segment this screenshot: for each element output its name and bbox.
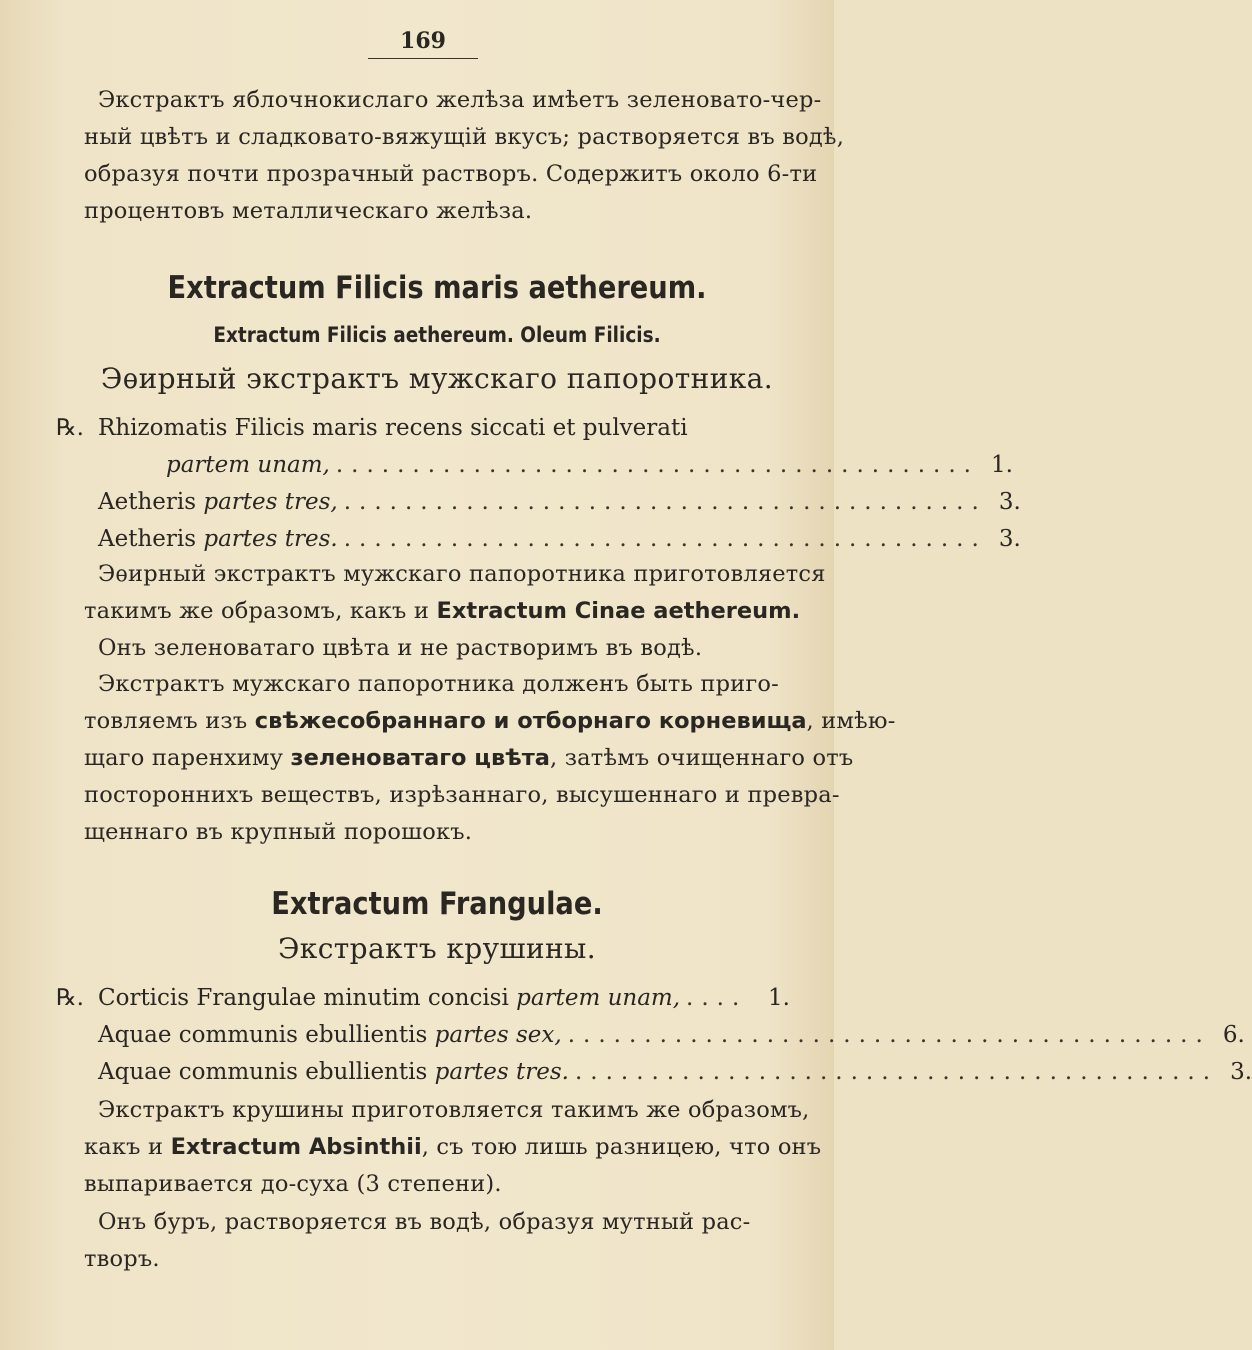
text-line bbox=[84, 1129, 822, 1166]
filicis-paragraph-3 bbox=[84, 666, 896, 851]
recipe-line: ℞. Corticis Frangulae minutim concisi partem unam, .... 1. bbox=[56, 980, 790, 1017]
recipe-line bbox=[56, 410, 790, 447]
ingredient-name: Rhizomatis Filicis maris recens siccati et pulverati bbox=[98, 415, 688, 441]
intro-line: процентовъ металлическаго желѣза. bbox=[84, 198, 533, 224]
intro-line: Экстрактъ яблочнокислаго желѣза имѣетъ зеленовато-чер- bbox=[98, 87, 822, 113]
page-number: 169 bbox=[368, 28, 478, 59]
text-span: товляемъ изъ bbox=[84, 708, 255, 734]
frangulae-paragraph-1 bbox=[84, 1092, 822, 1203]
recipe-line: partem unam, .......................................... 1. bbox=[56, 447, 790, 484]
ingredient-name: Aquae communis ebullientis bbox=[98, 1059, 428, 1085]
frangulae-paragraph-2 bbox=[84, 1204, 790, 1278]
reference-extractum-absinthii: Extractum Absinthii bbox=[170, 1134, 422, 1160]
ingredient-dose: partes tres. bbox=[203, 526, 338, 552]
frangulae-recipe bbox=[56, 980, 1252, 1091]
text-line: Онъ зеленоватаго цвѣта и не растворимъ въ водѣ. bbox=[98, 635, 703, 661]
ingredient-amount: 6. bbox=[1222, 1022, 1245, 1048]
recipe-line: Aetheris partes tres, .......................................... 3. bbox=[56, 484, 790, 521]
text-line: Онъ буръ, растворяется въ водѣ, образуя мутный рас- bbox=[98, 1209, 751, 1235]
ingredient-dose: partem unam, bbox=[166, 452, 330, 478]
text-line: Экстрактъ крушины приготовляется такимъ же образомъ, bbox=[98, 1097, 810, 1123]
ingredient-name: Aetheris bbox=[98, 526, 197, 552]
filicis-paragraph-1 bbox=[84, 556, 826, 630]
filicis-title: Extractum Filicis maris aethereum. bbox=[167, 270, 707, 306]
filicis-paragraph-2 bbox=[84, 630, 790, 667]
ingredient-dose: partes tres, bbox=[203, 489, 338, 515]
text-line: Эѳирный экстрактъ мужскаго папоротника приготовляется bbox=[98, 561, 826, 587]
recipe-line: Aetheris partes tres. .......................................... 3. bbox=[56, 521, 790, 558]
filicis-recipe bbox=[56, 410, 1021, 558]
intro-paragraph bbox=[84, 82, 845, 230]
text-line: постороннихъ веществъ, изрѣзаннаго, высушеннаго и превра- bbox=[84, 782, 840, 808]
ingredient-amount: 1. bbox=[991, 452, 1013, 478]
intro-line: образуя почти прозрачный растворъ. Содержитъ около 6-ти bbox=[84, 161, 818, 187]
recipe-line: Aquae communis ebullientis partes sex, .......................................... 6. bbox=[56, 1017, 790, 1054]
ingredient-amount: 3. bbox=[1230, 1059, 1252, 1085]
filicis-russian-title: Эѳирный экстрактъ мужскаго папоротника. bbox=[100, 362, 774, 395]
frangulae-russian-title: Экстрактъ крушины. bbox=[277, 932, 597, 965]
text-line: Экстрактъ мужскаго папоротника долженъ быть приго- bbox=[98, 671, 779, 697]
text-line: творъ. bbox=[84, 1246, 160, 1272]
ingredient-dose: partem unam, bbox=[516, 985, 681, 1011]
text-span: , затѣмъ очищеннаго отъ bbox=[550, 745, 854, 771]
text-span: , съ тою лишь разницею, что онъ bbox=[421, 1134, 822, 1160]
text-span: щаго паренхиму bbox=[84, 745, 291, 771]
ingredient-name: Aquae communis ebullientis bbox=[98, 1022, 428, 1048]
ingredient-name: Corticis Frangulae minutim concisi bbox=[98, 985, 509, 1011]
ingredient-dose: partes tres. bbox=[434, 1059, 569, 1085]
text-line bbox=[84, 740, 854, 777]
text-line: выпаривается до-суха (3 степени). bbox=[84, 1171, 502, 1197]
recipe-line: Aquae communis ebullientis partes tres. .......................................... 3. bbox=[56, 1054, 790, 1091]
text-span: какъ и bbox=[84, 1134, 171, 1160]
ingredient-name: Aetheris bbox=[98, 489, 197, 515]
ingredient-amount: 3. bbox=[998, 489, 1021, 515]
intro-line: ный цвѣтъ и сладковато-вяжущій вкусъ; растворяется въ водѣ, bbox=[84, 124, 845, 150]
emphasis-green-color: зеленоватаго цвѣта bbox=[290, 745, 550, 771]
ingredient-amount: 1. bbox=[768, 985, 790, 1011]
frangulae-title: Extractum Frangulae. bbox=[271, 886, 603, 922]
rx-symbol: ℞. bbox=[56, 415, 84, 441]
rx-symbol: ℞. bbox=[56, 985, 84, 1011]
text-line bbox=[84, 703, 896, 740]
text-span: , имѣю- bbox=[806, 708, 896, 734]
reference-extractum-cinae: Extractum Cinae aethereum. bbox=[436, 598, 801, 624]
text-line bbox=[84, 593, 801, 630]
emphasis-fresh-rhizome: свѣжесобраннаго и отборнаго корневища bbox=[254, 708, 807, 734]
text-span: такимъ же образомъ, какъ и bbox=[84, 598, 437, 624]
ingredient-dose: partes sex, bbox=[434, 1022, 562, 1048]
text-line: щеннаго въ крупный порошокъ. bbox=[84, 819, 473, 845]
ingredient-amount: 3. bbox=[998, 526, 1021, 552]
filicis-synonyms: Extractum Filicis aethereum. Oleum Filicis. bbox=[213, 323, 661, 347]
